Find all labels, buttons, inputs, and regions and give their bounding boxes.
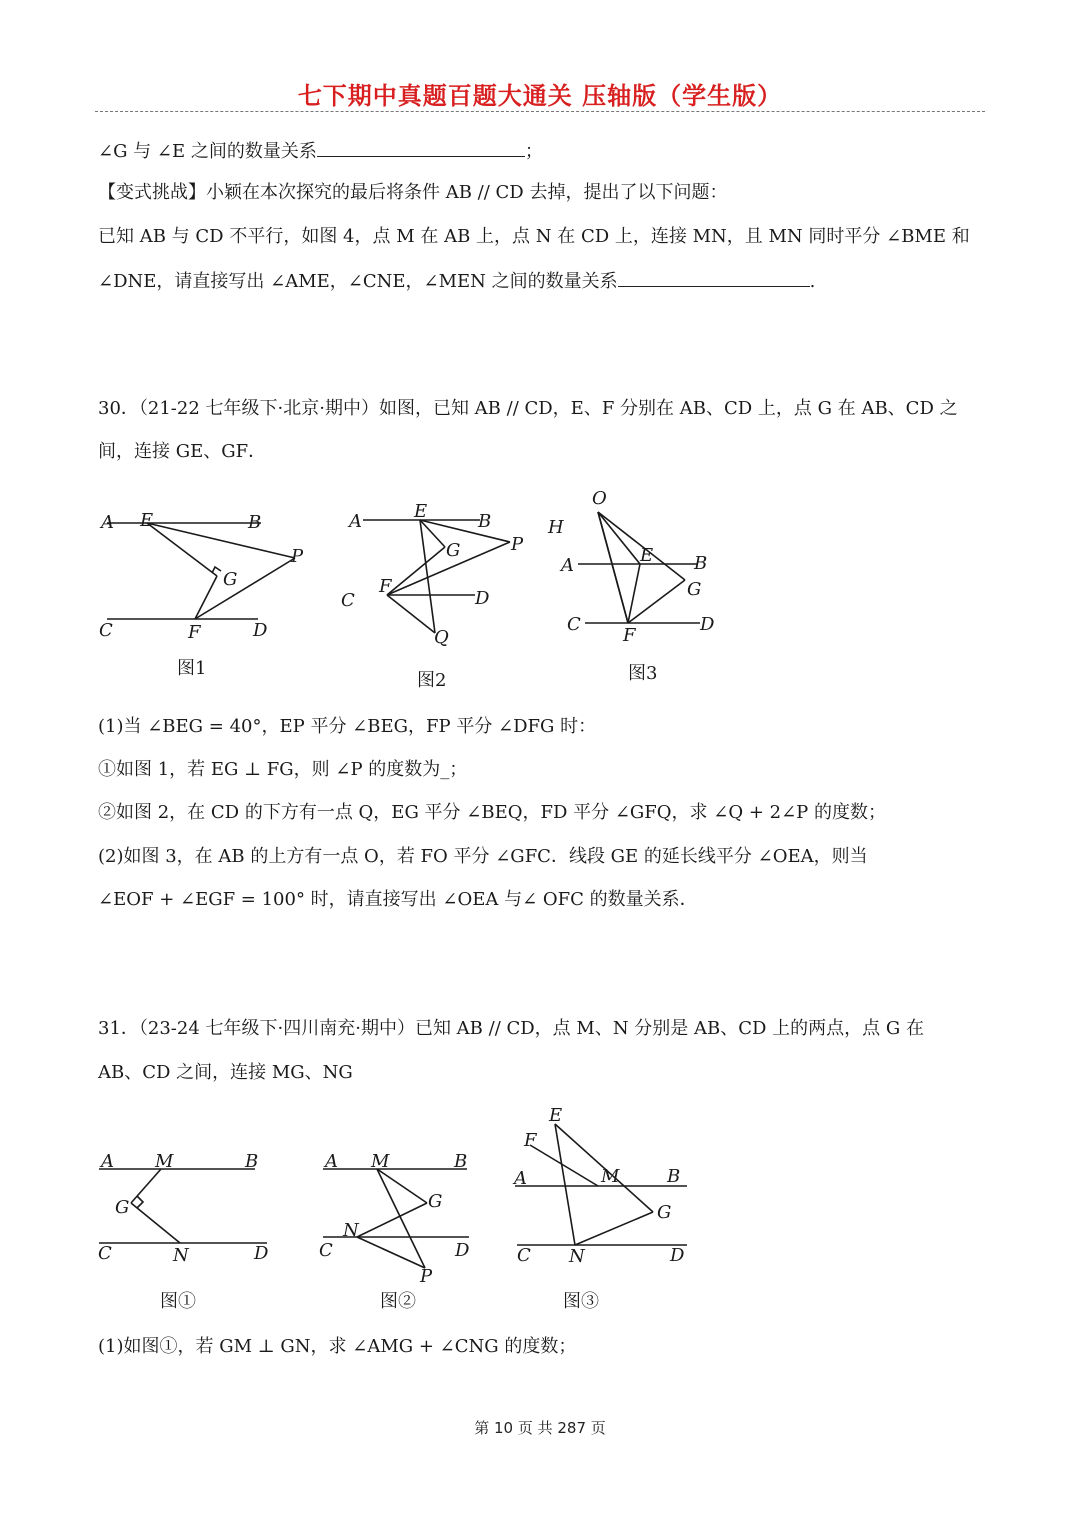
fig2-label-B: B bbox=[478, 511, 492, 532]
q30-figure-2 bbox=[335, 490, 535, 695]
fig2-label-F: F bbox=[379, 576, 392, 597]
fig1-label-E: E bbox=[140, 510, 154, 531]
q30-line-1: 30．（21-22 七年级下·北京·期中）如图，已知 AB // CD，E、F 分别在 AB、CD 上，点 G 在 AB、CD 之 bbox=[98, 398, 958, 419]
text-line-1 bbox=[98, 138, 543, 164]
q31-fig3-label-G: G bbox=[657, 1202, 672, 1223]
q31-fig1-label-M: M bbox=[155, 1151, 174, 1172]
q31-fig2-label-N: N bbox=[343, 1220, 359, 1241]
header-divider bbox=[95, 111, 985, 112]
fig2-label-D: D bbox=[475, 588, 490, 609]
q31-fig3-label-F: F bbox=[524, 1130, 537, 1151]
q30-line-5: ②如图 2，在 CD 的下方有一点 Q，EG 平分 ∠BEQ，FD 平分 ∠GFQ，求 ∠Q + 2∠P 的度数； bbox=[98, 802, 886, 823]
q31-fig1-label-N: N bbox=[173, 1245, 189, 1266]
fig1-label-P: P bbox=[291, 546, 304, 567]
fig1-label-C: C bbox=[99, 620, 113, 641]
answer-blank-2 bbox=[618, 268, 810, 287]
fig1-label-D: D bbox=[253, 620, 268, 641]
q31-fig1-caption: 图① bbox=[160, 1291, 196, 1312]
fig3-label-F: F bbox=[623, 625, 636, 646]
q31-fig1-label-D: D bbox=[254, 1243, 269, 1264]
q31-fig3-label-A: A bbox=[514, 1168, 527, 1189]
q30-line-3: (1)当 ∠BEG = 40°，EP 平分 ∠BEG，FP 平分 ∠DFG 时： bbox=[98, 716, 597, 737]
q31-figure-2 bbox=[315, 1145, 505, 1315]
q30-figure-3 bbox=[540, 485, 730, 690]
fig3-label-O: O bbox=[592, 488, 607, 509]
fig2-label-G: G bbox=[446, 540, 461, 561]
fig2-label-E: E bbox=[414, 501, 428, 522]
q31-fig3-label-N: N bbox=[569, 1246, 585, 1267]
q31-fig2-label-M: M bbox=[371, 1151, 390, 1172]
q30-line-4: ①如图 1，若 EG ⊥ FG，则 ∠P 的度数为_； bbox=[98, 759, 468, 780]
q31-fig3-label-M: M bbox=[601, 1166, 620, 1187]
fig3-label-H: H bbox=[548, 517, 564, 538]
fig1-label-G: G bbox=[223, 569, 238, 590]
fig1-label-F: F bbox=[188, 622, 201, 643]
fig2-caption: 图2 bbox=[417, 670, 447, 691]
text-line-4-body: ∠DNE，请直接写出 ∠AME，∠CNE，∠MEN 之间的数量关系 bbox=[98, 271, 618, 292]
q31-figure-1 bbox=[95, 1145, 285, 1315]
q31-fig2-label-P: P bbox=[420, 1266, 433, 1287]
fig1-label-A: A bbox=[101, 512, 114, 533]
fig1-label-B: B bbox=[248, 512, 262, 533]
fig3-caption: 图3 bbox=[628, 663, 658, 684]
text-line-1-body: ∠G 与 ∠E 之间的数量关系 bbox=[98, 141, 317, 162]
q31-fig3-label-C: C bbox=[517, 1245, 531, 1266]
text-line-3: 已知 AB 与 CD 不平行，如图 4，点 M 在 AB 上，点 N 在 CD 上，连接 MN，且 MN 同时平分 ∠BME 和 bbox=[98, 226, 970, 247]
fig3-label-E: E bbox=[640, 545, 654, 566]
q31-fig2-label-D: D bbox=[455, 1240, 470, 1261]
q31-fig3-caption: 图③ bbox=[563, 1291, 599, 1312]
q30-line-7: ∠EOF + ∠EGF = 100° 时，请直接写出 ∠OEA 与∠ OFC 的数量关系． bbox=[98, 889, 698, 910]
fig3-label-B: B bbox=[694, 553, 708, 574]
fig2-label-C: C bbox=[341, 590, 355, 611]
fig3-label-A: A bbox=[561, 555, 574, 576]
q31-fig3-label-B: B bbox=[667, 1166, 681, 1187]
q31-figure-3 bbox=[505, 1100, 705, 1315]
text-line-2: 【变式挑战】小颖在本次探究的最后将条件 AB // CD 去掉，提出了以下问题： bbox=[98, 182, 728, 203]
answer-blank-1 bbox=[317, 138, 525, 157]
text-line-4-end: . bbox=[809, 271, 816, 292]
text-line-4 bbox=[98, 268, 815, 294]
q31-fig3-label-D: D bbox=[670, 1245, 685, 1266]
q31-fig2-label-A: A bbox=[325, 1151, 338, 1172]
q31-fig1-label-C: C bbox=[98, 1243, 112, 1264]
fig3-label-C: C bbox=[567, 614, 581, 635]
q31-line-2: AB、CD 之间，连接 MG、NG bbox=[98, 1062, 353, 1083]
q31-fig1-label-A: A bbox=[101, 1151, 114, 1172]
fig3-label-G: G bbox=[687, 579, 702, 600]
q31-line-3: (1)如图①，若 GM ⊥ GN，求 ∠AMG + ∠CNG 的度数； bbox=[98, 1336, 577, 1357]
q31-fig2-label-C: C bbox=[319, 1240, 333, 1261]
q31-fig1-label-G: G bbox=[115, 1197, 130, 1218]
q30-line-2: 间，连接 GE、GF． bbox=[98, 441, 267, 462]
fig2-label-A: A bbox=[349, 511, 362, 532]
page-header-title: 七下期中真题百题大通关 压轴版（学生版） bbox=[297, 82, 783, 110]
fig3-label-D: D bbox=[700, 614, 715, 635]
fig1-caption: 图1 bbox=[177, 658, 207, 679]
fig2-label-P: P bbox=[511, 534, 524, 555]
q30-line-6: (2)如图 3，在 AB 的上方有一点 O，若 FO 平分 ∠GFC．线段 GE 的延长线平分 ∠OEA，则当 bbox=[98, 846, 868, 867]
q31-fig2-label-B: B bbox=[454, 1151, 468, 1172]
fig2-label-Q: Q bbox=[434, 627, 449, 648]
q31-fig2-label-G: G bbox=[428, 1191, 443, 1212]
q30-figure-1 bbox=[95, 490, 325, 690]
q31-fig2-caption: 图② bbox=[380, 1291, 416, 1312]
q31-fig3-label-E: E bbox=[549, 1105, 563, 1126]
text-line-1-end: ； bbox=[524, 141, 543, 162]
q31-line-1: 31．（23-24 七年级下·四川南充·期中）已知 AB // CD，点 M、N 分别是 AB、CD 上的两点，点 G 在 bbox=[98, 1018, 925, 1039]
q31-fig1-label-B: B bbox=[245, 1151, 259, 1172]
page-footer: 第 10 页 共 287 页 bbox=[474, 1419, 606, 1437]
